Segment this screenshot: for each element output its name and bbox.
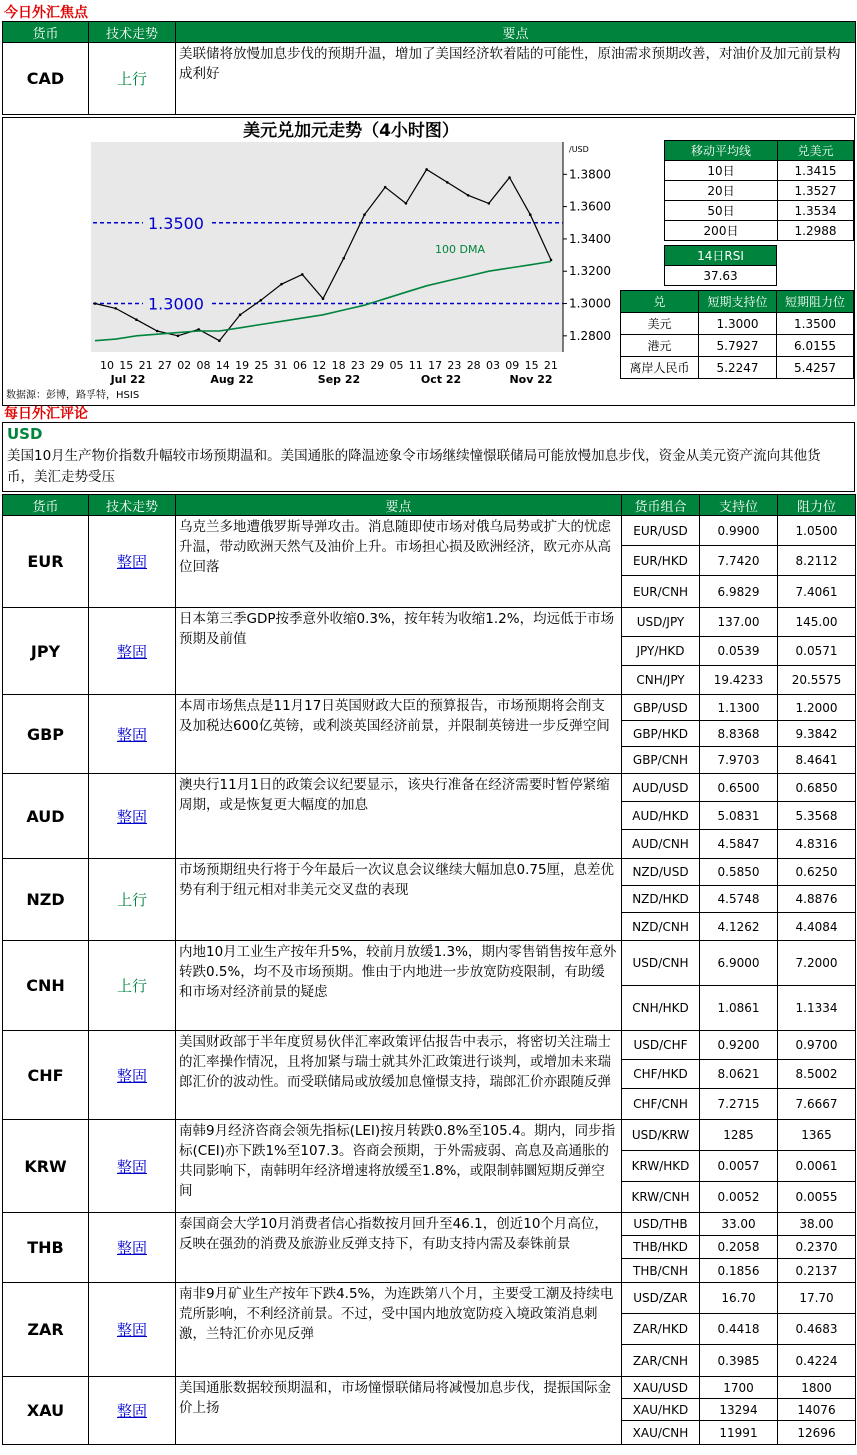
resistance-level: 9.3842 [778, 721, 856, 747]
support-level: 0.5850 [700, 859, 778, 886]
support-level: 0.0052 [700, 1182, 778, 1213]
focus-note: 美联储将放慢加息步伐的预期升温，增加了美国经济软着陆的可能性，原油需求预期改善，对油价及加元前景构成利好 [176, 43, 856, 115]
dma-label: 100 DMA [435, 243, 485, 256]
resistance-level: 8.2112 [778, 546, 856, 576]
table-row [3, 608, 856, 637]
header-support: 支持位 [700, 495, 778, 516]
x-month-label: Aug 22 [210, 373, 254, 386]
price-point [156, 330, 159, 333]
sr-ccy: 美元 [621, 313, 699, 335]
resistance-level: 145.00 [778, 608, 856, 637]
currency-pair: USD/CHF [622, 1031, 700, 1060]
commentary: 澳央行11月1日的政策会议纪要显示，该央行准备在经济需要时暂停紧缩周期，或是恢复更大幅度的加息 [176, 774, 622, 859]
price-point [405, 202, 408, 205]
table-row [3, 695, 856, 721]
x-tick-label: 21 [543, 359, 558, 372]
focus-header-ccy: 货币 [3, 22, 89, 43]
table-row [3, 1377, 856, 1399]
currency-pair: CNH/HKD [622, 986, 700, 1031]
header-resistance: 阻力位 [778, 495, 856, 516]
chart-panel [2, 117, 855, 406]
currency-pair: NZD/USD [622, 859, 700, 886]
commentary: 乌克兰多地遭俄罗斯导弹攻击。消息随即使市场对俄乌局势或扩大的忧虑升温，带动欧洲天然气及油价上升。市场担心损及欧洲经济，欧元亦从高位回落 [176, 516, 622, 608]
trend-label: 上行 [89, 859, 176, 941]
header-pair: 货币组合 [622, 495, 700, 516]
currency-pair: CHF/HKD [622, 1060, 700, 1089]
resistance-level: 1365 [778, 1120, 856, 1151]
header-ccy: 货币 [3, 495, 89, 516]
currency-code: NZD [3, 859, 89, 941]
currency-pair: USD/CNH [622, 941, 700, 986]
support-level: 19.4233 [700, 666, 778, 695]
daily-table [2, 494, 856, 1445]
currency-code: CNH [3, 941, 89, 1031]
support-level: 7.9703 [700, 747, 778, 774]
currency-pair: EUR/HKD [622, 546, 700, 576]
ma-header-label: 移动平均线 [665, 141, 778, 161]
currency-pair: USD/KRW [622, 1120, 700, 1151]
price-point [488, 202, 491, 205]
support-level: 4.5847 [700, 830, 778, 859]
resistance-level: 0.0061 [778, 1151, 856, 1182]
resistance-level: 0.9700 [778, 1031, 856, 1060]
resistance-level: 12696 [778, 1421, 856, 1445]
focus-ccy: CAD [3, 43, 89, 115]
currency-pair: ZAR/CNH [622, 1345, 700, 1377]
trend-label: 上行 [89, 941, 176, 1031]
support-level: 8.8368 [700, 721, 778, 747]
support-level: 0.0539 [700, 637, 778, 666]
x-month-label: Jul 22 [110, 373, 146, 386]
currency-pair: AUD/CNH [622, 830, 700, 859]
table-row [3, 1031, 856, 1060]
support-level: 0.4418 [700, 1314, 778, 1345]
resistance-level: 17.70 [778, 1283, 856, 1314]
sr-resistance: 1.3500 [777, 313, 854, 335]
sr-support: 5.7927 [699, 335, 777, 357]
resistance-level: 8.5002 [778, 1060, 856, 1089]
trend-label[interactable]: 整固 [89, 516, 176, 608]
commentary: 内地10月工业生产按年升5%，较前月放缓1.3%，期内零售销售按年意外转跌0.5%，均不及市场预期。惟由于内地进一步放宽防疫限制，有助缓和市场对经济前景的疑虑 [176, 941, 622, 1031]
ma-row-value: 1.2988 [778, 221, 854, 241]
commentary: 南非9月矿业生产按年下跌4.5%，为连跌第八个月，主要受工潮及持续电荒所影响，不利经济前景。不过，受中国内地放宽防疫入境政策消息刺激，兰特汇价亦见反弹 [176, 1283, 622, 1377]
x-tick-label: 10 [100, 359, 114, 372]
x-tick-label: 19 [235, 359, 250, 372]
sr-header-ccy: 兑 [621, 291, 699, 313]
price-point [322, 297, 325, 300]
resistance-level: 0.6850 [778, 774, 856, 802]
x-tick-label: 31 [273, 359, 288, 372]
x-tick-label: 29 [370, 359, 385, 372]
ma-row-label: 200日 [665, 221, 778, 241]
table-row [3, 1283, 856, 1314]
support-level: 0.9900 [700, 516, 778, 546]
resistance-level: 1.2000 [778, 695, 856, 721]
sr-header-resistance: 短期阻力位 [777, 291, 854, 313]
commentary: 本周市场焦点是11月17日英国财政大臣的预算报告，市场预期将会削支及加税达600亿英镑，或利淡英国经济前景，并限制英镑进一步反弹空间 [176, 695, 622, 774]
currency-pair: GBP/USD [622, 695, 700, 721]
usd-text: 美国10月生产物价指数升幅较市场预期温和。美国通胀的降温迹象令市场继续憧憬联储局可能放慢加息步伐，资金从美元资产流向其他货币，美汇走势受压 [7, 448, 821, 485]
chart-source-text: 数据源：彭博，路孚特，HSIS [6, 390, 140, 401]
currency-pair: KRW/HKD [622, 1151, 700, 1182]
commentary: 日本第三季GDP按季意外收缩0.3%，按年转为收缩1.2%，均远低于市场预期及前值 [176, 608, 622, 695]
resistance-level: 0.6250 [778, 859, 856, 886]
support-level: 11991 [700, 1421, 778, 1445]
support-level: 13294 [700, 1399, 778, 1421]
trend-label[interactable]: 整固 [89, 695, 176, 774]
resistance-level: 4.8876 [778, 886, 856, 913]
ma-row-value: 1.3534 [778, 201, 854, 221]
y-tick-label: 1.3800 [569, 167, 611, 182]
y-tick-label: 1.2800 [569, 328, 611, 343]
currency-pair: XAU/CNH [622, 1421, 700, 1445]
resistance-level: 0.2370 [778, 1236, 856, 1259]
currency-pair: CNH/JPY [622, 666, 700, 695]
x-tick-label: 27 [157, 359, 172, 372]
x-tick-label: 28 [466, 359, 481, 372]
commentary: 市场预期纽央行将于今年最后一次议息会议继续大幅加息0.75厘，息差优势有利于纽元相对非美元交叉盘的表现 [176, 859, 622, 941]
y-tick-label: 1.3200 [569, 264, 611, 279]
sr-table [620, 290, 854, 379]
x-month-label: Sep 22 [317, 373, 361, 386]
x-tick-label: 18 [331, 359, 346, 372]
sr-support: 5.2247 [699, 357, 777, 379]
rsi-value: 37.63 [665, 266, 777, 286]
trend-label[interactable]: 整固 [89, 608, 176, 695]
ma-row-label: 20日 [665, 181, 778, 201]
table-row [3, 1213, 856, 1236]
currency-pair: GBP/CNH [622, 747, 700, 774]
price-point [135, 318, 138, 321]
sr-resistance: 6.0155 [777, 335, 854, 357]
price-point [280, 283, 283, 286]
currency-pair: AUD/HKD [622, 802, 700, 830]
x-tick-label: 17 [428, 359, 443, 372]
usdcad-chart [3, 118, 618, 388]
currency-code: XAU [3, 1377, 89, 1445]
resistance-level: 8.4641 [778, 747, 856, 774]
sr-header-support: 短期支持位 [699, 291, 777, 313]
currency-pair: USD/THB [622, 1213, 700, 1236]
chart-unit: /USD [569, 145, 589, 154]
sr-support: 1.3000 [699, 313, 777, 335]
sr-ccy: 港元 [621, 335, 699, 357]
x-tick-label: 15 [524, 359, 539, 372]
currency-pair: THB/CNH [622, 1259, 700, 1283]
x-tick-label: 12 [312, 359, 327, 372]
resistance-level: 0.4224 [778, 1345, 856, 1377]
ma-row-label: 10日 [665, 161, 778, 181]
price-point [550, 259, 553, 262]
price-point [467, 194, 470, 197]
table-row [3, 774, 856, 802]
support-level: 6.9829 [700, 576, 778, 608]
currency-pair: THB/HKD [622, 1236, 700, 1259]
x-tick-label: 21 [138, 359, 153, 372]
currency-pair: CHF/CNH [622, 1089, 700, 1120]
support-level: 1.1300 [700, 695, 778, 721]
currency-code: ZAR [3, 1283, 89, 1377]
table-row [3, 941, 856, 986]
support-level: 5.0831 [700, 802, 778, 830]
trend-label[interactable]: 整固 [89, 1031, 176, 1120]
commentary: 美国财政部于半年度贸易伙伴汇率政策评估报告中表示，将密切关注瑞士的汇率操作情况，且将加紧与瑞士就其外汇政策进行谈判，或增加未来瑞郎汇价的波动性。而受联储局或放缓加息憧憬支持，瑞郎汇价亦跟随反弹 [176, 1031, 622, 1120]
daily-section-title: 每日外汇评论 [4, 406, 88, 422]
currency-pair: KRW/CNH [622, 1182, 700, 1213]
resistance-level: 7.4061 [778, 576, 856, 608]
price-point [384, 186, 387, 189]
support-level: 7.7420 [700, 546, 778, 576]
support-level: 0.0057 [700, 1151, 778, 1182]
trend-label[interactable]: 整固 [89, 774, 176, 859]
price-point [363, 213, 366, 216]
currency-code: THB [3, 1213, 89, 1283]
plot-area [91, 142, 563, 352]
currency-pair: USD/JPY [622, 608, 700, 637]
price-point [425, 168, 428, 171]
focus-header-trend: 技术走势 [89, 22, 176, 43]
level-label: 1.3500 [148, 213, 204, 233]
x-tick-label: 09 [505, 359, 520, 372]
ma-header-value: 兑美元 [778, 141, 854, 161]
trend-label[interactable]: 整固 [89, 1377, 176, 1445]
support-level: 1700 [700, 1377, 778, 1399]
y-tick-label: 1.3400 [569, 231, 611, 246]
currency-pair: XAU/HKD [622, 1399, 700, 1421]
price-point [446, 181, 449, 184]
x-month-label: Oct 22 [420, 373, 462, 386]
price-point [529, 213, 532, 216]
resistance-level: 7.2000 [778, 941, 856, 986]
chart-title: 美元兑加元走势（4小时图） [243, 121, 459, 141]
commentary: 南韩9月经济咨商会领先指标(LEI)按月转跌0.8%至105.4。期内，同步指标(CEI)亦下跌1%至107.3。咨商会预期，于外需疲弱、高息及高通胀的共同影响下，南韩明年经济增速将放缓至1.8%，或限制韩圜短期反弹空间 [176, 1120, 622, 1213]
x-tick-label: 23 [447, 359, 462, 372]
price-point [239, 314, 242, 317]
ma-row-label: 50日 [665, 201, 778, 221]
currency-pair: ZAR/HKD [622, 1314, 700, 1345]
currency-code: GBP [3, 695, 89, 774]
focus-section-title: 今日外汇焦点 [4, 5, 88, 21]
support-level: 33.00 [700, 1213, 778, 1236]
table-row [3, 516, 856, 546]
support-level: 1.0861 [700, 986, 778, 1031]
x-month-label: Nov 22 [509, 373, 553, 386]
support-level: 0.3985 [700, 1345, 778, 1377]
resistance-level: 1.0500 [778, 516, 856, 546]
table-row [3, 859, 856, 886]
currency-pair: NZD/HKD [622, 886, 700, 913]
x-tick-label: 11 [408, 359, 423, 372]
focus-table [2, 21, 856, 115]
resistance-level: 20.5575 [778, 666, 856, 695]
commentary: 美国通胀数据较预期温和，市场憧憬联储局将减慢加息步伐，提振国际金价上扬 [176, 1377, 622, 1445]
currency-code: CHF [3, 1031, 89, 1120]
y-tick-label: 1.3000 [569, 296, 611, 311]
rsi-table [664, 245, 777, 286]
currency-pair: EUR/USD [622, 516, 700, 546]
price-point [218, 339, 221, 342]
support-level: 0.2058 [700, 1236, 778, 1259]
currency-code: KRW [3, 1120, 89, 1213]
commentary: 泰国商会大学10月消费者信心指数按月回升至46.1，创近10个月高位，反映在强劲的消费及旅游业反弹支持下，有助支持内需及泰铢前景 [176, 1213, 622, 1283]
resistance-level: 38.00 [778, 1213, 856, 1236]
currency-pair: NZD/CNH [622, 913, 700, 941]
resistance-level: 14076 [778, 1399, 856, 1421]
resistance-level: 0.0055 [778, 1182, 856, 1213]
focus-trend: 上行 [89, 43, 176, 115]
ma-table [664, 140, 854, 241]
ma-row-value: 1.3415 [778, 161, 854, 181]
resistance-level: 1800 [778, 1377, 856, 1399]
price-point [94, 302, 97, 305]
price-point [177, 335, 180, 338]
x-tick-label: 15 [119, 359, 134, 372]
currency-pair: USD/ZAR [622, 1283, 700, 1314]
support-level: 0.9200 [700, 1031, 778, 1060]
resistance-level: 4.8316 [778, 830, 856, 859]
resistance-level: 4.4084 [778, 913, 856, 941]
usd-summary [2, 422, 855, 492]
x-tick-label: 05 [389, 359, 404, 372]
x-tick-label: 25 [254, 359, 269, 372]
x-tick-label: 14 [215, 359, 230, 372]
support-level: 6.9000 [700, 941, 778, 986]
currency-code: JPY [3, 608, 89, 695]
price-point [301, 273, 304, 276]
x-tick-label: 23 [350, 359, 365, 372]
currency-pair: GBP/HKD [622, 721, 700, 747]
x-tick-label: 06 [293, 359, 307, 372]
support-level: 7.2715 [700, 1089, 778, 1120]
sr-ccy: 离岸人民币 [621, 357, 699, 379]
currency-pair: JPY/HKD [622, 637, 700, 666]
resistance-level: 7.6667 [778, 1089, 856, 1120]
support-level: 8.0621 [700, 1060, 778, 1089]
trend-label[interactable]: 整固 [89, 1283, 176, 1377]
resistance-level: 0.4683 [778, 1314, 856, 1345]
level-label: 1.3000 [148, 294, 204, 314]
header-note: 要点 [176, 495, 622, 516]
x-tick-label: 08 [196, 359, 211, 372]
price-point [342, 257, 345, 260]
support-level: 4.1262 [700, 913, 778, 941]
usd-label: USD [7, 425, 43, 443]
resistance-level: 0.2137 [778, 1259, 856, 1283]
support-level: 1285 [700, 1120, 778, 1151]
ma-row-value: 1.3527 [778, 181, 854, 201]
trend-label[interactable]: 整固 [89, 1120, 176, 1213]
x-tick-label: 03 [486, 359, 500, 372]
x-tick-label: 02 [177, 359, 192, 372]
trend-label[interactable]: 整固 [89, 1213, 176, 1283]
support-level: 0.1856 [700, 1259, 778, 1283]
currency-pair: AUD/USD [622, 774, 700, 802]
y-tick-label: 1.3600 [569, 199, 611, 214]
sr-resistance: 5.4257 [777, 357, 854, 379]
resistance-level: 1.1334 [778, 986, 856, 1031]
currency-pair: XAU/USD [622, 1377, 700, 1399]
support-level: 137.00 [700, 608, 778, 637]
price-point [508, 176, 511, 179]
support-level: 16.70 [700, 1283, 778, 1314]
currency-code: AUD [3, 774, 89, 859]
table-row [3, 1120, 856, 1151]
header-trend: 技术走势 [89, 495, 176, 516]
support-level: 0.6500 [700, 774, 778, 802]
rsi-label: 14日RSI [665, 246, 777, 266]
resistance-level: 5.3568 [778, 802, 856, 830]
price-point [114, 307, 117, 310]
resistance-level: 0.0571 [778, 637, 856, 666]
currency-pair: EUR/CNH [622, 576, 700, 608]
currency-code: EUR [3, 516, 89, 608]
price-point [260, 299, 263, 302]
focus-header-note: 要点 [176, 22, 856, 43]
support-level: 4.5748 [700, 886, 778, 913]
